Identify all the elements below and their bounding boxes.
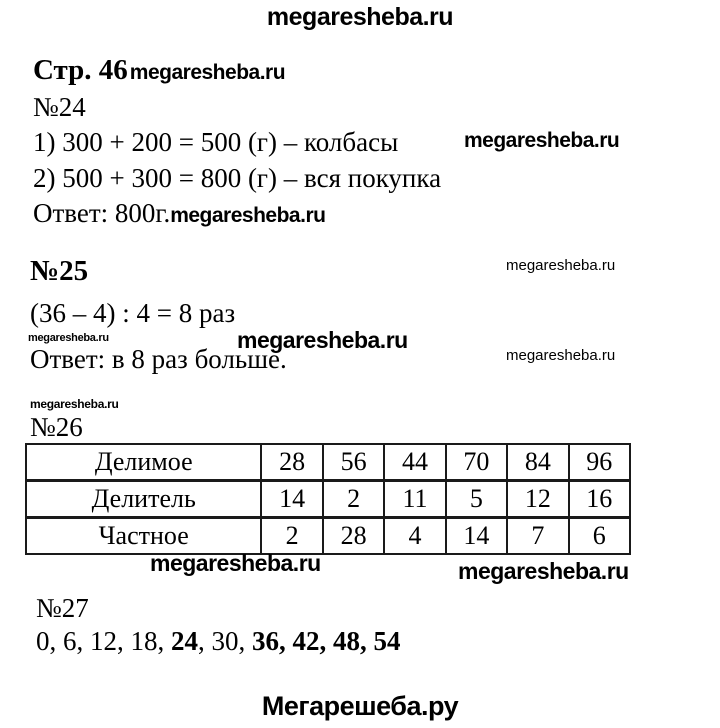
table-cell: 11: [384, 481, 445, 518]
task-24-step-1: 1) 300 + 200 = 500 (г) – колбасы: [33, 127, 399, 157]
table-cell: 96: [569, 444, 630, 481]
row-header-quotient: Частное: [26, 518, 261, 555]
table-cell: 14: [446, 518, 507, 555]
table-cell: 28: [323, 518, 384, 555]
task-26-number: №26: [30, 412, 83, 442]
mid-watermark: megaresheba.ru: [237, 327, 408, 353]
table-cell: 2: [261, 518, 322, 555]
table-cell: 7: [507, 518, 568, 555]
below-table-watermark-left: megaresheba.ru: [150, 550, 321, 576]
task-24-answer-line: [33, 199, 325, 229]
side-watermark-upper: megaresheba.ru: [506, 257, 616, 274]
task-25-number: №25: [30, 255, 89, 287]
table-cell: 4: [384, 518, 445, 555]
footer-logo: Мегарешеба.ру: [261, 691, 459, 721]
side-watermark-lower: megaresheba.ru: [506, 347, 616, 364]
task-27-number: №27: [36, 593, 89, 623]
table-cell: 84: [507, 444, 568, 481]
row-header-dividend: Делимое: [26, 444, 261, 481]
small-watermark-26: megaresheba.ru: [30, 397, 119, 411]
table-cell: 6: [569, 518, 630, 555]
task-25-expression: (36 – 4) : 4 = 8 раз: [30, 298, 236, 328]
task-24-number: №24: [33, 92, 86, 122]
table-cell: 5: [446, 481, 507, 518]
table-row: [26, 481, 630, 518]
table-row: [26, 444, 630, 481]
task-27-sequence: [36, 627, 401, 657]
table-cell: 28: [261, 444, 322, 481]
table-cell: 70: [446, 444, 507, 481]
tiny-watermark: megaresheba.ru: [28, 332, 109, 344]
table-cell: 14: [261, 481, 322, 518]
division-table: [25, 443, 631, 555]
table-row: [26, 518, 630, 555]
table-cell: 12: [507, 481, 568, 518]
heading-watermark: megaresheba.ru: [129, 61, 286, 84]
task-25-answer: Ответ: в 8 раз больше.: [30, 344, 287, 374]
below-table-watermark-right: megaresheba.ru: [458, 558, 629, 584]
table-cell: 44: [384, 444, 445, 481]
page-number-label: Стр. 46: [33, 54, 128, 86]
task-24-side-watermark: megaresheba.ru: [464, 129, 620, 152]
sequence-segment: 0, 6, 12, 18,: [36, 626, 171, 656]
task-24-answer-watermark: megaresheba.ru: [170, 204, 326, 227]
sequence-segment-bold: 36, 42, 48, 54: [252, 626, 401, 656]
page-heading: [33, 55, 285, 87]
sequence-segment: , 30,: [198, 626, 252, 656]
table-cell: 56: [323, 444, 384, 481]
task-24-step-2: 2) 500 + 300 = 800 (г) – вся покупка: [33, 163, 442, 193]
table-cell: 2: [323, 481, 384, 518]
top-watermark: megaresheba.ru: [266, 3, 454, 31]
row-header-divisor: Делитель: [26, 481, 261, 518]
table-cell: 16: [569, 481, 630, 518]
sequence-segment-bold: 24: [171, 626, 198, 656]
task-24-answer: Ответ: 800г.: [33, 198, 171, 228]
